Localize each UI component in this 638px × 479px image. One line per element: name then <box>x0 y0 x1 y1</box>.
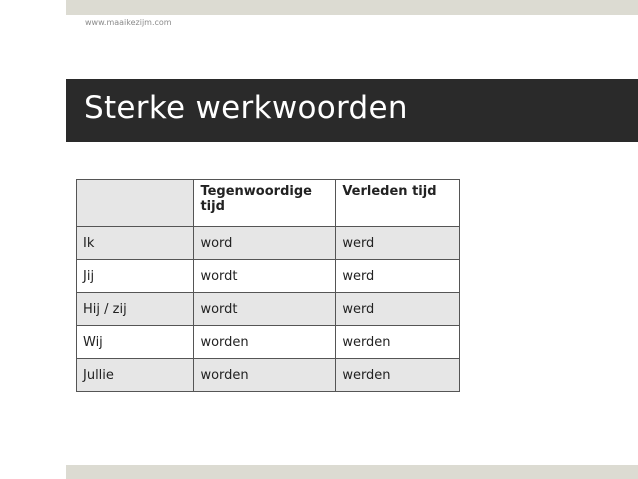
top-decoration-bar <box>66 0 638 15</box>
table-header-present: Tegenwoordige tijd <box>194 180 336 227</box>
pronoun-cell: Jullie <box>77 359 194 392</box>
past-tense-cell: werden <box>336 359 460 392</box>
past-tense-cell: werd <box>336 293 460 326</box>
present-tense-cell: wordt <box>194 293 336 326</box>
conjugation-table <box>76 179 460 392</box>
table-row <box>77 227 460 260</box>
table-header-past: Verleden tijd <box>336 180 460 227</box>
present-tense-cell: worden <box>194 359 336 392</box>
past-tense-cell: werd <box>336 260 460 293</box>
table-row <box>77 326 460 359</box>
table-row <box>77 293 460 326</box>
table-row <box>77 359 460 392</box>
table-row <box>77 260 460 293</box>
present-tense-cell: word <box>194 227 336 260</box>
present-tense-cell: wordt <box>194 260 336 293</box>
slide-title: Sterke werkwoorden <box>84 90 408 126</box>
bottom-decoration-bar <box>66 465 638 479</box>
title-band <box>66 79 638 142</box>
pronoun-cell: Jij <box>77 260 194 293</box>
pronoun-cell: Ik <box>77 227 194 260</box>
table-header-row <box>77 180 460 227</box>
pronoun-cell: Hij / zij <box>77 293 194 326</box>
website-label: www.maaikezijm.com <box>85 18 172 27</box>
table-header-cell-empty <box>77 180 194 227</box>
past-tense-cell: werden <box>336 326 460 359</box>
past-tense-cell: werd <box>336 227 460 260</box>
present-tense-cell: worden <box>194 326 336 359</box>
pronoun-cell: Wij <box>77 326 194 359</box>
